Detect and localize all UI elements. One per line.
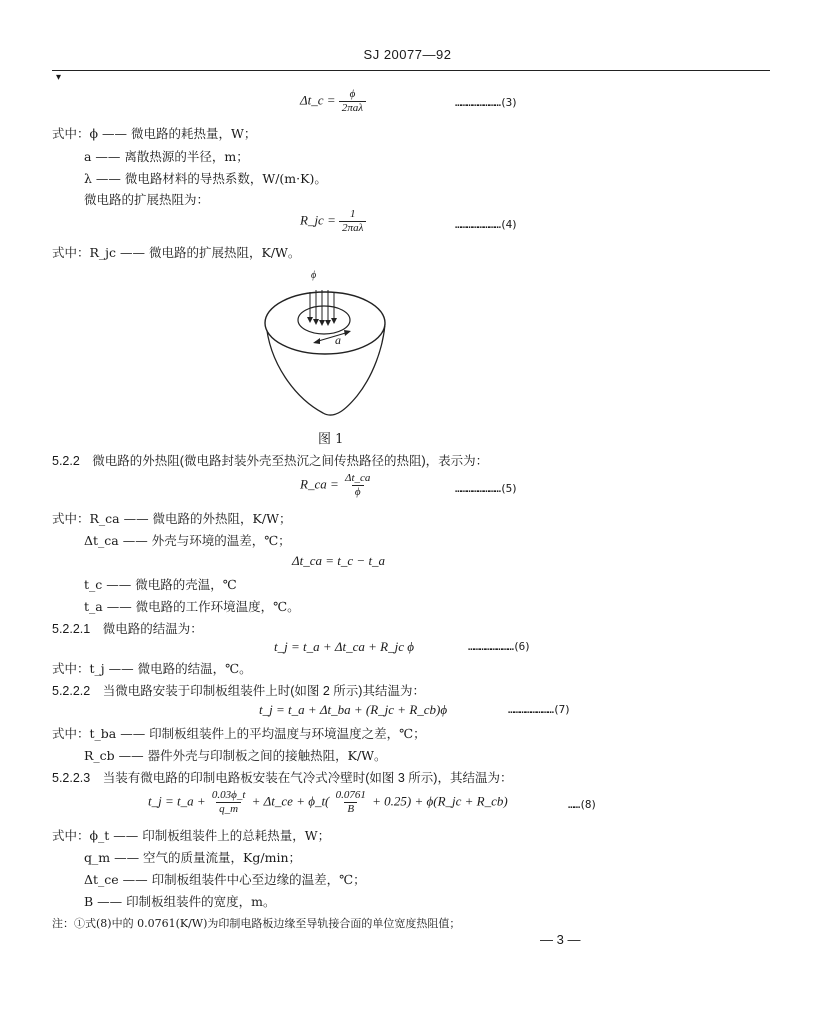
- equation-3-lhs: Δt_c =: [300, 92, 336, 108]
- equation-8-denominator-2: B: [344, 802, 357, 816]
- figure-1-phi-label: ϕ: [311, 270, 317, 281]
- equation-8-denominator-1: q_m: [216, 802, 241, 816]
- equation-8-part-c: + 0.25) + ϕ(R_jc + R_cb): [372, 793, 508, 809]
- equation-8-fraction-2: [333, 789, 369, 816]
- equation-3-fraction: [339, 88, 366, 115]
- figure-1-caption: 图 1: [318, 432, 344, 447]
- where-8-line-1: 式中：ϕ_t —— 印制板组装件上的总耗热量，W；: [52, 828, 331, 843]
- equation-6-number: ……………………(6): [468, 640, 530, 653]
- equation-4-numerator: 1: [350, 208, 356, 220]
- equation-8-part-b: + Δt_ce + ϕ_t(: [251, 793, 330, 809]
- equation-4-number: ……………………(4): [455, 218, 517, 231]
- where-8-line-3: Δt_ce —— 印制板组装件中心至边缘的温差，℃；: [84, 872, 366, 887]
- where-3-line-2: a —— 离散热源的半径，m；: [84, 149, 249, 164]
- equation-5-lhs: R_ca =: [300, 476, 339, 492]
- equation-8-fraction-1: [209, 789, 249, 816]
- figure-1-a-label: a: [335, 333, 341, 347]
- where-4-line: 式中：R_jc —— 微电路的扩展热阻，K/W。: [52, 245, 301, 260]
- equation-3-number: ……………………(3): [455, 96, 517, 109]
- header-rule: [52, 70, 770, 71]
- where-7-line-2: R_cb —— 器件外壳与印制板之间的接触热阻，K/W。: [84, 748, 387, 763]
- document-header: SJ 20077—92: [363, 47, 452, 62]
- section-5-2-2: 5.2.2 微电路的外热阻(微电路封装外壳至热沉之间传热路径的热阻)，表示为：: [52, 454, 489, 468]
- spread-resistance-intro: 微电路的扩展热阻为：: [84, 192, 210, 207]
- equation-4-denominator: 2πaλ: [339, 221, 366, 235]
- equation-3-numerator: ϕ: [349, 88, 356, 100]
- section-5-2-2-3: 5.2.2.3 当装有微电路的印制电路板安装在气冷式冷壁时(如图 3 所示)，其结温为：: [52, 771, 513, 785]
- equation-7-number: ……………………(7): [508, 703, 570, 716]
- equation-7: t_j = t_a + Δt_ba + (R_jc + R_cb)ϕ: [259, 702, 448, 717]
- equation-5-denominator: ϕ: [352, 485, 364, 499]
- equation-8-part-a: t_j = t_a +: [148, 793, 206, 809]
- equation-4-fraction: [339, 208, 366, 235]
- where-5-equation: Δt_ca = t_c − t_a: [292, 553, 386, 568]
- where-6-line: 式中：t_j —— 微电路的结温，℃。: [52, 661, 252, 676]
- section-5-2-2-1: 5.2.2.1 微电路的结温为：: [52, 622, 203, 636]
- equation-6: t_j = t_a + Δt_ca + R_jc ϕ: [274, 639, 414, 654]
- equation-5-fraction: [342, 472, 373, 499]
- where-5-line-4: t_a —— 微电路的工作环境温度，℃。: [84, 599, 300, 614]
- equation-5-number: ……………………(5): [455, 482, 517, 495]
- equation-8: [148, 789, 508, 816]
- figure-1-drawing: [255, 268, 405, 423]
- equation-5: [300, 472, 373, 499]
- scan-mark: ▾: [56, 72, 62, 83]
- where-3-line-3: λ —— 微电路材料的导热系数，W/(m·K)。: [84, 171, 327, 186]
- equation-8-numerator-2: 0.0761: [335, 789, 366, 801]
- where-5-line-1: 式中：R_ca —— 微电路的外热阻，K/W；: [52, 511, 292, 526]
- where-5-line-3: t_c —— 微电路的壳温，℃: [84, 577, 237, 592]
- where-3-line-1: 式中：ϕ —— 微电路的耗热量，W；: [52, 126, 257, 141]
- equation-3-denominator: 2πaλ: [339, 101, 366, 115]
- where-5-line-2: Δt_ca —— 外壳与环境的温差，℃；: [84, 533, 291, 548]
- page-number: — 3 —: [540, 932, 581, 947]
- where-7-line-1: 式中：t_ba —— 印制板组装件上的平均温度与环境温度之差，℃；: [52, 726, 426, 741]
- equation-5-numerator: Δt_ca: [344, 472, 371, 484]
- equation-8-number: ……(8): [568, 798, 597, 811]
- footnote: 注：①式(8)中的 0.0761(K/W)为印制电路板边缘至导轨接合面的单位宽度热阻值；: [52, 917, 461, 930]
- equation-8-numerator-1: 0.03ϕ_t: [211, 789, 246, 801]
- section-5-2-2-2: 5.2.2.2 当微电路安装于印制板组装件上时(如图 2 所示)其结温为：: [52, 684, 425, 698]
- equation-4: [300, 208, 366, 235]
- equation-3: [300, 88, 366, 115]
- where-8-line-2: q_m —— 空气的质量流量，Kg/min；: [84, 850, 302, 865]
- where-8-line-4: B —— 印制板组装件的宽度，m。: [84, 894, 276, 909]
- equation-4-lhs: R_jc =: [300, 212, 336, 228]
